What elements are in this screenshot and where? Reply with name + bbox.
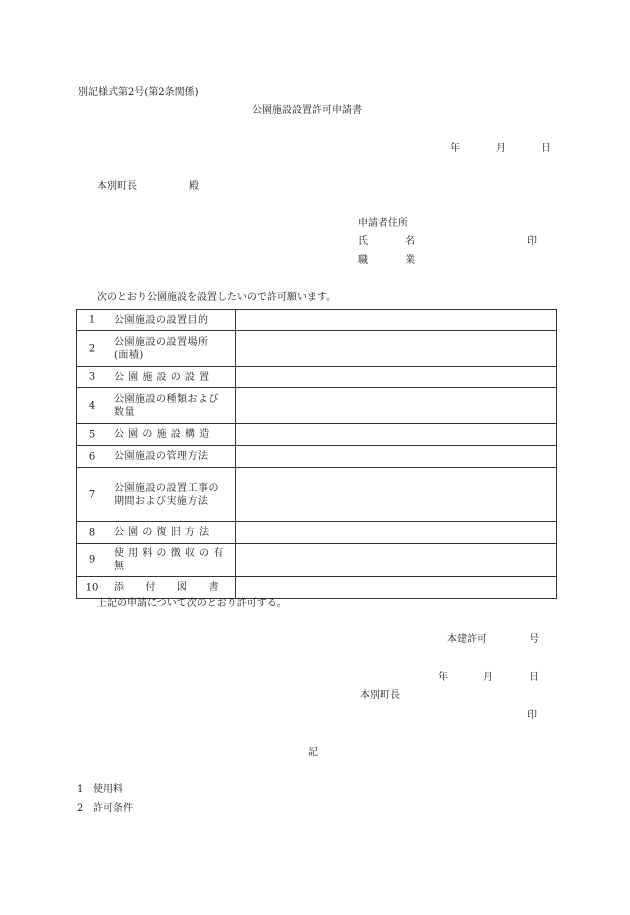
- item-number: 4: [88, 400, 96, 411]
- item-label: 公園施設の設置目的: [114, 314, 209, 326]
- permit-date-month: 月: [483, 672, 493, 683]
- item-label-cell: [77, 367, 236, 388]
- item-value-cell[interactable]: [236, 331, 557, 367]
- item-value-cell[interactable]: [236, 544, 557, 577]
- form-number: 別記様式第2号(第2条関係): [78, 87, 199, 98]
- notes-heading: 記: [308, 747, 318, 758]
- applicant-address-label: 申請者住所: [358, 218, 408, 229]
- addressee-honorific: 殿: [189, 181, 199, 192]
- permit-date-year: 年: [438, 672, 448, 683]
- table-row: [77, 577, 557, 599]
- permit-number-suffix: 号: [529, 634, 539, 645]
- item-value-cell[interactable]: [236, 310, 557, 331]
- item-number: 2: [88, 343, 96, 354]
- item-value-cell[interactable]: [236, 522, 557, 544]
- item-label: 添 付 図 書: [114, 582, 219, 593]
- permit-seal: 印: [527, 710, 537, 721]
- permit-date-day: 日: [529, 672, 539, 683]
- applicant-name-label-1: 氏: [358, 236, 368, 247]
- item-value-cell[interactable]: [236, 446, 557, 468]
- date-month-label: 月: [496, 143, 506, 154]
- item-label-cell: [77, 388, 236, 424]
- item-label-cell: [77, 310, 236, 331]
- item-label-cell: [77, 544, 236, 577]
- table-row: [77, 388, 557, 424]
- applicant-occupation-label-1: 職: [358, 255, 368, 266]
- item-number: 7: [88, 489, 96, 500]
- item-label: 公 園 の 復 旧 方 法: [114, 527, 210, 538]
- item-value-cell[interactable]: [236, 367, 557, 388]
- item-value-cell[interactable]: [236, 468, 557, 522]
- item-label: 公園施設の管理方法: [114, 451, 209, 462]
- permission-text: 上記の申請について次のとおり許可する。: [97, 598, 287, 609]
- permit-number-label: 本建許可: [447, 634, 487, 645]
- item-value-cell[interactable]: [236, 424, 557, 446]
- table-row: [77, 544, 557, 577]
- item-label-cell: [77, 424, 236, 446]
- item-label-cell: [77, 522, 236, 544]
- note-item-number: 2: [77, 803, 84, 814]
- item-label: 公園施設の設置工事の 期間および実施方法: [114, 482, 219, 507]
- note-item-number: 1: [77, 784, 84, 795]
- item-label: 公園施設の種類および 数量: [114, 393, 219, 418]
- applicant-seal: 印: [527, 236, 537, 247]
- item-label-cell: [77, 331, 236, 367]
- item-number: 6: [88, 451, 96, 462]
- application-table: [76, 309, 557, 599]
- item-label: 使 用 料 の 徴 収 の 有 無: [114, 548, 224, 572]
- item-label: 公園施設の設置場所 (面積): [114, 336, 209, 361]
- date-day-label: 日: [541, 143, 551, 154]
- permit-issuer: 本別町長: [360, 690, 400, 701]
- table-row: [77, 468, 557, 522]
- item-number: 10: [85, 582, 99, 593]
- applicant-occupation-label-2: 業: [405, 255, 415, 266]
- addressee-name: 本別町長: [97, 181, 137, 192]
- date-year-label: 年: [450, 143, 460, 154]
- table-row: [77, 522, 557, 544]
- intro-text: 次のとおり公園施設を設置したいので許可願います。: [97, 292, 337, 303]
- item-label-cell: [77, 446, 236, 468]
- item-value-cell[interactable]: [236, 577, 557, 599]
- item-number: 8: [88, 527, 96, 538]
- item-value-cell[interactable]: [236, 388, 557, 424]
- item-label: 公 園 の 施 設 構 造: [114, 429, 210, 440]
- table-row: [77, 367, 557, 388]
- item-label: 公 園 施 設 の 設 置: [114, 371, 210, 383]
- table-row: [77, 331, 557, 367]
- item-number: 1: [88, 314, 96, 326]
- note-item-label: 使用料: [93, 784, 123, 795]
- item-number: 5: [88, 429, 96, 440]
- item-number: 3: [88, 371, 96, 383]
- form-title: 公園施設設置許可申請書: [252, 105, 362, 116]
- note-item-label: 許可条件: [93, 803, 133, 814]
- table-row: [77, 424, 557, 446]
- item-number: 9: [88, 554, 96, 566]
- item-label-cell: [77, 468, 236, 522]
- applicant-name-label-2: 名: [405, 236, 415, 247]
- table-row: [77, 310, 557, 331]
- item-label-cell: [77, 577, 236, 599]
- table-row: [77, 446, 557, 468]
